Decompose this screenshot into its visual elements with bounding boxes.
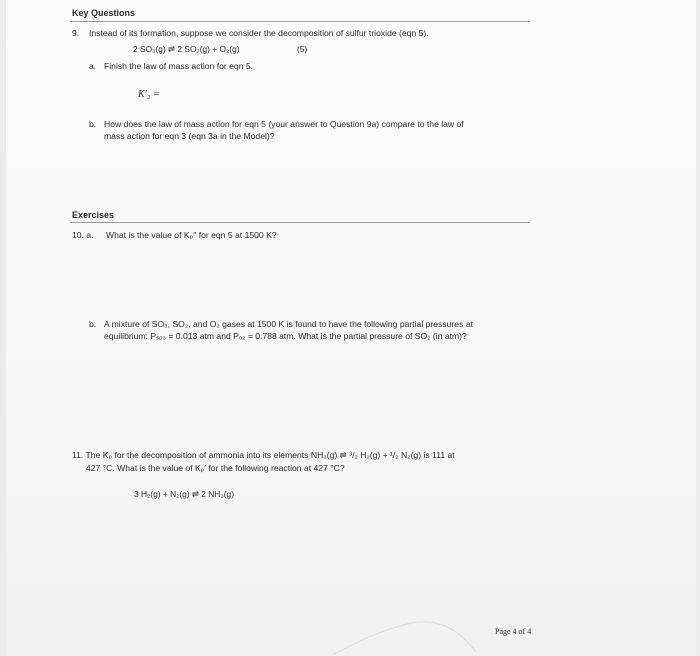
exercise-10b-label: b. bbox=[89, 319, 97, 329]
question-9b-text-line1: How does the law of mass action for eqn 5 (your answer to Question 9a) compare to the law of bbox=[104, 119, 464, 129]
question-9a-text: Finish the law of mass action for eqn 5. bbox=[104, 61, 254, 71]
question-9-text: Instead of its formation, suppose we consider the decomposition of sulfur trioxide (eqn 5). bbox=[89, 28, 429, 38]
equation-5: 2 SO₃(g) ⇌ 2 SO₂(g) + O₂(g) bbox=[133, 44, 240, 54]
question-9b-text-line2: mass action for eqn 3 (eqn 3a in the Model)? bbox=[104, 131, 275, 141]
question-9b-label: b. bbox=[89, 119, 97, 129]
equation-5-label: (5) bbox=[297, 44, 308, 54]
kp-answer-line: K′₂ = bbox=[138, 89, 160, 100]
question-number-9: 9. bbox=[72, 28, 80, 38]
exercise-11-text-line1: 11. The Kₚ for the decomposition of ammonia into its elements NH₃(g) ⇌ ³/₂ H₂(g) + ¹/₂ N₂(g) is 111 at bbox=[72, 450, 455, 460]
section-divider bbox=[70, 222, 530, 223]
section-divider bbox=[70, 21, 530, 22]
exercise-10a-text: What is the value of Kₚ″ for eqn 5 at 1500 K? bbox=[106, 230, 277, 240]
section-heading-exercises: Exercises bbox=[72, 210, 115, 220]
exercise-11-text-line2: 427 °C. What is the value of Kₚ′ for the following reaction at 427 °C? bbox=[86, 463, 345, 473]
page-smudge bbox=[330, 612, 480, 656]
section-heading-key-questions: Key Questions bbox=[72, 8, 136, 18]
question-9a-label: a. bbox=[89, 61, 97, 71]
page-number: Page 4 of 4 bbox=[495, 627, 532, 636]
exercise-number-10: 10. a. bbox=[72, 230, 94, 240]
exercise-11-equation: 3 H₂(g) + N₂(g) ⇌ 2 NH₃(g) bbox=[134, 489, 234, 499]
exercise-10b-text-line1: A mixture of SO₃, SO₂, and O₂ gases at 1500 K is found to have the following partial pressures at bbox=[104, 319, 473, 329]
exercise-10b-text-line2: equilibrium: Pₛₒ₃ = 0.013 atm and Pₒ₂ = 0.788 atm. What is the partial pressure of SO₂ (in atm)? bbox=[104, 331, 467, 341]
